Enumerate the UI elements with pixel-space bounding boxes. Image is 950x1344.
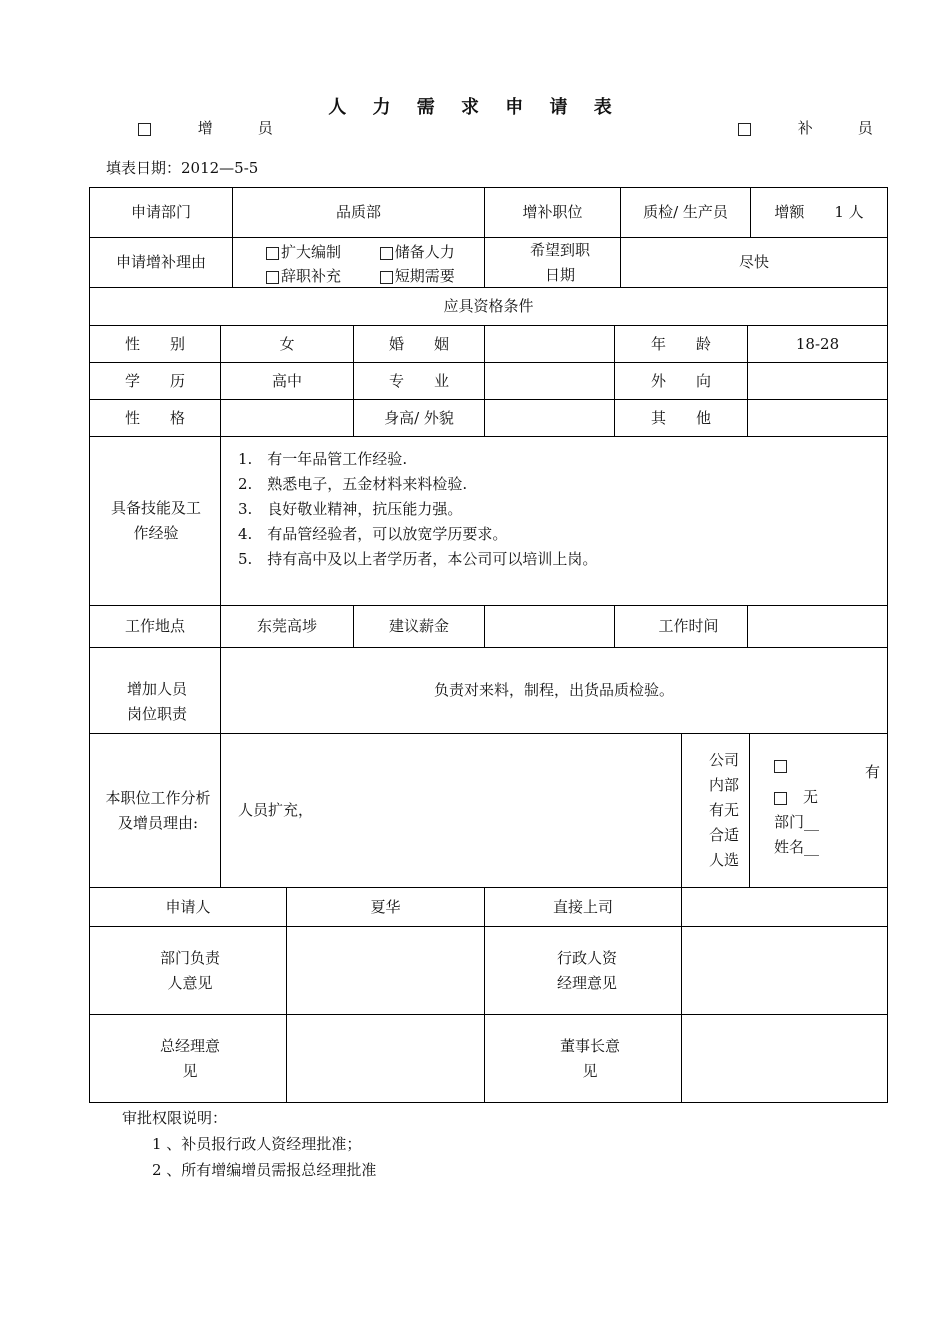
table-rule — [749, 733, 750, 887]
checkbox-icon[interactable] — [266, 247, 279, 260]
applicant-label: 申请人 — [165, 897, 211, 916]
gm-opinion-label: 总经理意见 — [160, 1036, 221, 1080]
list-item: 1 、补员报行政人资经理批准； — [152, 1135, 362, 1153]
dept-label: 申请部门 — [130, 203, 191, 221]
other-label: 其 他 — [650, 408, 711, 427]
checkbox-icon[interactable] — [774, 792, 787, 805]
hr-opinion-label: 行政人资经理意见 — [556, 948, 617, 992]
none-option[interactable]: 无 — [774, 785, 880, 810]
table-border — [887, 187, 888, 1103]
add-staff-option[interactable] — [138, 117, 273, 138]
supervisor-label: 直接上司 — [552, 897, 613, 916]
location-label: 工作地点 — [124, 617, 185, 635]
list-item: 5. 持有高中及以上者学历者，本公司可以培训上岗。 — [238, 550, 598, 568]
checkbox-icon[interactable] — [380, 271, 393, 284]
reason-resign[interactable]: 辞职补充 — [266, 267, 341, 285]
height-value[interactable] — [485, 400, 614, 436]
list-item: 2 、所有增编增员需报总经理批准 — [152, 1161, 377, 1179]
approval-notes — [122, 1105, 376, 1183]
duty-label: 增加人员岗位职责 — [126, 679, 187, 723]
quota-cell[interactable] — [751, 188, 887, 237]
skills-label: 具备技能及工作经验 — [110, 499, 201, 542]
other-value[interactable] — [748, 400, 887, 436]
checkbox-icon[interactable] — [266, 271, 279, 284]
reason-option-row — [266, 240, 455, 264]
table-rule — [220, 733, 221, 887]
replace-staff-option[interactable] — [738, 117, 873, 138]
duty-value[interactable]: 负责对来料，制程，出货品质检验。 — [433, 681, 674, 699]
reason-label: 申请增补理由 — [116, 253, 207, 271]
education-label: 学 历 — [124, 371, 185, 390]
worktime-value[interactable] — [748, 606, 887, 647]
position-label: 增补职位 — [522, 203, 583, 221]
checkbox-icon[interactable] — [738, 123, 751, 136]
salary-value[interactable] — [485, 606, 614, 647]
quota-label: 增额 — [774, 203, 805, 221]
position-value[interactable]: 质检/ 生产员 — [643, 203, 728, 221]
reason-expand[interactable]: 扩大编制 — [266, 243, 341, 261]
outward-label: 外 向 — [650, 371, 711, 390]
list-item: 2. 熟悉电子，五金材料来料检验. — [238, 475, 468, 493]
candidate-dept: 部门__ — [774, 813, 820, 831]
dept-head-opinion-field[interactable] — [287, 927, 484, 1014]
education-value[interactable]: 高中 — [271, 371, 302, 390]
analysis-label: 本职位工作分析及增员理由: — [105, 788, 211, 832]
height-label: 身高/ 外貌 — [384, 408, 454, 427]
location-value[interactable]: 东莞高埗 — [256, 617, 317, 635]
character-label: 性 格 — [124, 408, 185, 427]
internal-candidate-label: 公司内部有无合适人选 — [708, 751, 739, 869]
salary-label: 建议薪金 — [388, 617, 449, 635]
list-item: 1. 有一年品管工作经验. — [238, 450, 408, 468]
age-label: 年 龄 — [650, 334, 711, 353]
worktime-label: 工作时间 — [658, 617, 719, 635]
reason-option-row — [266, 264, 455, 288]
hr-opinion-field[interactable] — [682, 927, 887, 1014]
notes-title: 审批权限说明： — [122, 1109, 228, 1127]
fill-date: 填表日期：2012—5-5 — [106, 159, 259, 177]
chairman-opinion-field[interactable] — [682, 1015, 887, 1102]
checkbox-icon[interactable] — [380, 247, 393, 260]
replace-staff-label: 补 员 — [797, 119, 873, 137]
date-label: 希望到职日期 — [530, 240, 591, 284]
character-value[interactable] — [221, 400, 353, 436]
reason-shortterm[interactable]: 短期需要 — [380, 267, 455, 285]
major-value[interactable] — [485, 363, 614, 399]
reason-options — [266, 240, 455, 288]
checkbox-icon[interactable] — [138, 123, 151, 136]
page-title: 人 力 需 求 申 请 表 — [328, 97, 622, 118]
major-label: 专 业 — [388, 371, 449, 390]
table-rule — [681, 733, 682, 887]
gm-opinion-field[interactable] — [287, 1015, 484, 1102]
chairman-opinion-label: 董事长意见 — [560, 1036, 621, 1080]
list-item: 4. 有品管经验者，可以放宽学历要求。 — [238, 525, 508, 543]
analysis-value[interactable]: 人员扩充， — [238, 801, 314, 819]
skills-list[interactable] — [238, 447, 597, 572]
has-option[interactable]: 有 — [774, 760, 880, 785]
age-value[interactable]: 18-28 — [795, 334, 840, 353]
dept-head-opinion-label: 部门负责人意见 — [159, 948, 220, 992]
applicant-value[interactable]: 夏华 — [370, 897, 401, 916]
date-value[interactable]: 尽快 — [738, 253, 769, 271]
qualification-header: 应具资格条件 — [443, 297, 534, 315]
list-item: 3. 良好敬业精神，抗压能力强。 — [238, 500, 463, 518]
dept-value[interactable]: 品质部 — [335, 203, 381, 221]
supervisor-value[interactable] — [682, 888, 887, 926]
candidate-name: 姓名__ — [774, 838, 820, 856]
checkbox-icon[interactable] — [774, 760, 787, 773]
gender-label: 性 别 — [124, 334, 185, 353]
outward-value[interactable] — [748, 363, 887, 399]
add-staff-label: 增 员 — [197, 119, 273, 137]
reason-reserve[interactable]: 储备人力 — [380, 243, 455, 261]
quota-value: 1 人 — [834, 203, 864, 221]
table-border — [89, 1102, 888, 1103]
table-rule — [89, 436, 888, 437]
marriage-value[interactable] — [485, 326, 614, 362]
gender-value[interactable]: 女 — [279, 334, 295, 353]
marriage-label: 婚 姻 — [388, 334, 449, 353]
internal-candidate-options — [774, 760, 880, 860]
